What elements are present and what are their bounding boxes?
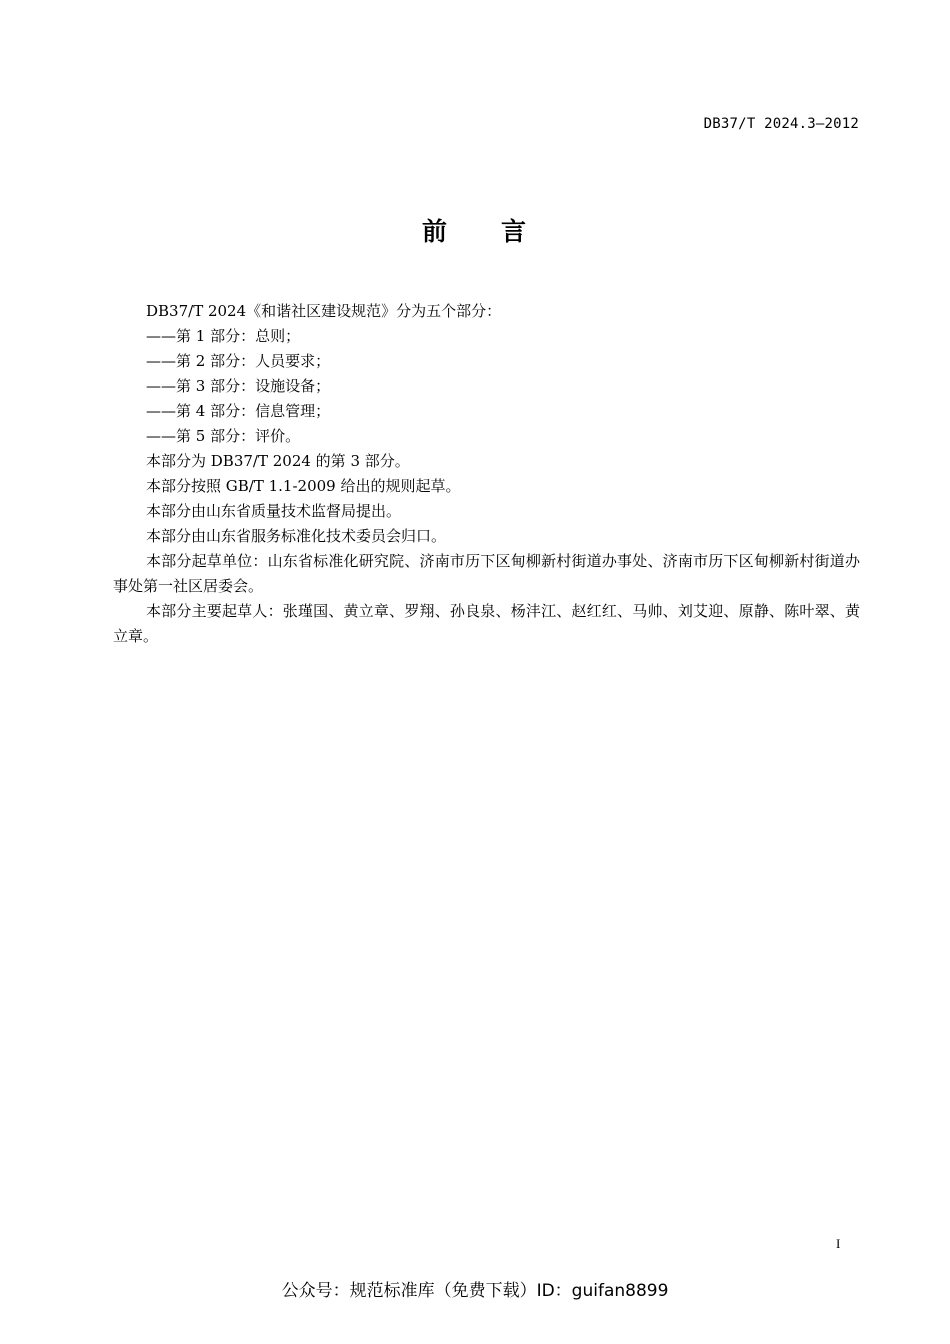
list-item-part-5: ——第 5 部分：评价。 xyxy=(146,427,301,445)
list-item-part-1: ——第 1 部分：总则； xyxy=(146,327,301,345)
paragraph-committee: 本部分由山东省服务标准化技术委员会归口。 xyxy=(146,527,447,545)
list-item-part-4: ——第 4 部分：信息管理； xyxy=(146,402,331,420)
footer-watermark: 公众号：规范标准库（免费下载）ID：guifan8899 xyxy=(281,1281,669,1301)
paragraph-drafting-units: 本部分起草单位：山东省标准化研究院、济南市历下区甸柳新村街道办事处、济南市历下区甸柳新村街道办事处第一社区居委会。 xyxy=(113,552,860,595)
paragraph-drafting-rules: 本部分按照 GB/T 1.1-2009 给出的规则起草。 xyxy=(146,477,461,495)
list-item-part-3: ——第 3 部分：设施设备； xyxy=(146,377,331,395)
paragraph-drafters: 本部分主要起草人：张瑾国、黄立章、罗翔、孙良泉、杨沣江、赵红红、马帅、刘艾迎、原静、陈叶翠、黄立章。 xyxy=(113,602,860,645)
page-number: I xyxy=(836,1236,841,1251)
foreword-body xyxy=(113,299,860,649)
title-char-2: 言 xyxy=(501,217,529,246)
paragraph-proposer: 本部分由山东省质量技术监督局提出。 xyxy=(146,502,402,520)
title-char-1: 前 xyxy=(421,217,449,246)
paragraph-part-scope: 本部分为 DB37/T 2024 的第 3 部分。 xyxy=(146,452,410,470)
document-code: DB37/T 2024.3—2012 xyxy=(703,116,859,132)
page-title xyxy=(0,212,950,248)
list-item-part-2: ——第 2 部分：人员要求； xyxy=(146,352,331,370)
paragraph-intro: DB37/T 2024《和谐社区建设规范》分为五个部分： xyxy=(146,302,502,320)
